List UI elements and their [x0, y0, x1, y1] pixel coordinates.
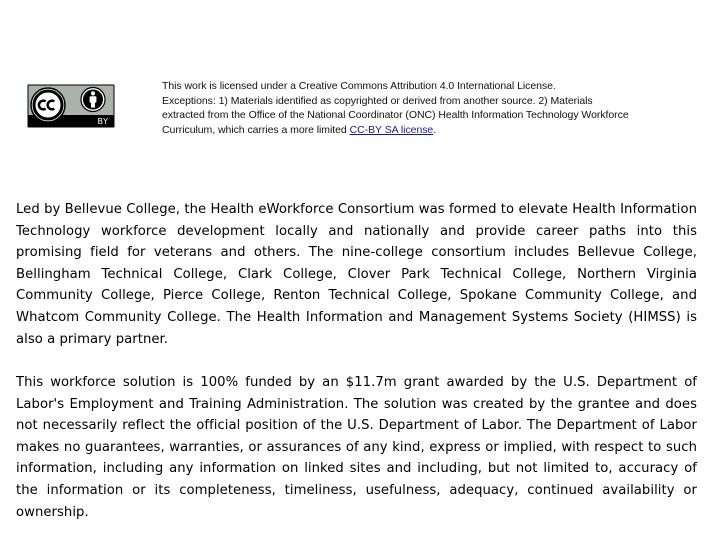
- license-notice-line-1: This work is licensed under a Creative Commons Attribution 4.0 International License.: [162, 80, 556, 92]
- badge-by-label: BY: [97, 117, 109, 126]
- cc-by-sa-license-link[interactable]: CC-BY SA license: [349, 123, 434, 136]
- license-notice: [162, 79, 710, 137]
- cc-circle-icon: [31, 88, 65, 122]
- license-notice-line-2: Exceptions: 1) Materials identified as copyrighted or derived from another source. 2) Materials: [162, 94, 593, 107]
- license-notice-line-4-suffix: .: [433, 123, 437, 136]
- attribution-person-icon: [81, 88, 105, 112]
- cc-by-icon: [27, 84, 115, 128]
- license-notice-line-4: [162, 123, 710, 138]
- funding-disclaimer-paragraph: This workforce solution is 100% funded by an $11.7m grant awarded by the U.S. Department of Labor's Employment and Training Administration. The solution was created by the grantee and does not necessarily reflect the official position of the U.S. Department of Labor. The Department of Labor makes no guarantees, warranties, or assurances of any kind, express or implied, with respect to such information, including any information on linked sites and including, but not limited to, accuracy of the information or its completeness, timeliness, usefulness, adequacy, continued availability or ownership.: [16, 375, 697, 520]
- consortium-paragraph: Led by Bellevue College, the Health eWorkforce Consortium was formed to elevate Health Information Technology workforce development locally and nationally and provide career paths into this promising field for veterans and others. The nine-college consortium includes Bellevue College, Bellingham Technical College, Clark College, Clover Park Technical College, Northern Virginia Community College, Pierce College, Renton Technical College, Spokane Community College, and Whatcom Community College. The Health Information and Management Systems Society (HIMSS) is also a primary partner.: [16, 202, 697, 347]
- license-notice-line-3: extracted from the Office of the National Coordinator (ONC) Health Information Technology Workforce: [162, 109, 629, 121]
- license-notice-line-4-prefix: Curriculum, which carries a more limited: [162, 123, 350, 136]
